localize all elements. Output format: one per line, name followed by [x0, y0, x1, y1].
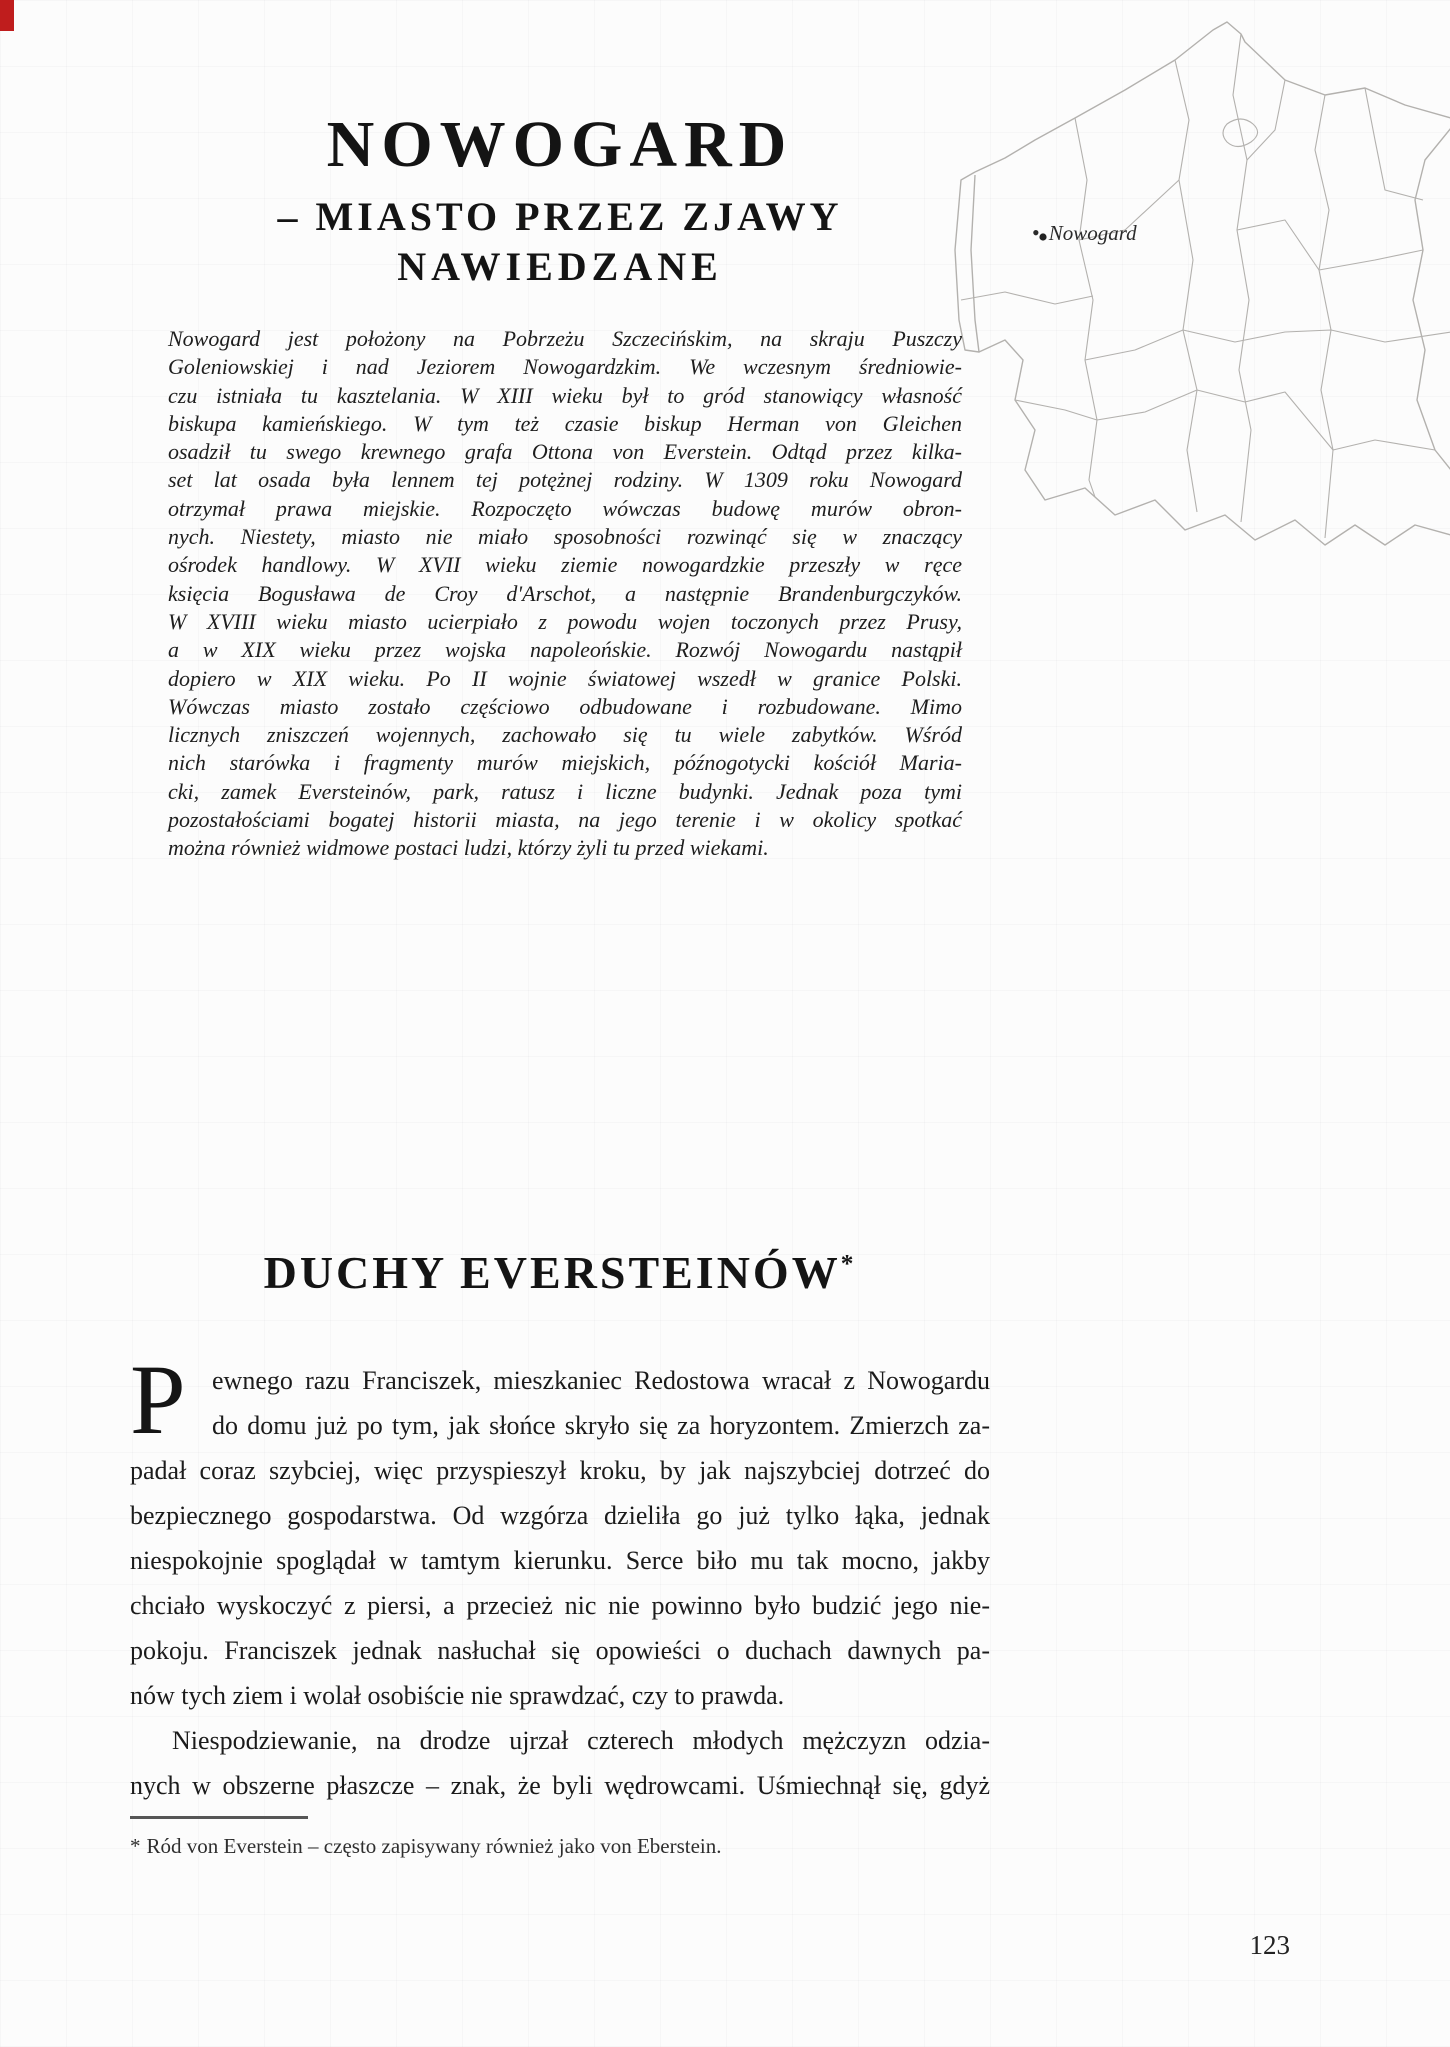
- footnote-marker: *: [130, 1834, 141, 1858]
- text-line: nich starówka i fragmenty murów miejskich, późnogotycki kościół Maria-: [168, 750, 962, 776]
- text-line: W XVIII wieku miasto ucierpiało z powodu wojen toczonych przez Prusy,: [168, 608, 962, 634]
- body-paragraph-2: [130, 1718, 990, 1808]
- text-line: otrzymał prawa miejskie. Rozpoczęto wówczas budowę murów obron-: [168, 495, 962, 521]
- text-line: dopiero w XIX wieku. Po II wojnie światowej wszedł w granice Polski.: [168, 665, 962, 691]
- text-line: biskupa kamieńskiego. W tym też czasie biskup Herman von Gleichen: [168, 410, 962, 436]
- text-line: pokoju. Franciszek jednak nasłuchał się opowieści o duchach dawnych pa-: [130, 1636, 990, 1665]
- text-line: do domu już po tym, jak słońce skryło się za horyzontem. Zmierzch za-: [212, 1411, 990, 1440]
- region-map-outline: [945, 0, 1450, 570]
- text-line: nych w obszerne płaszcze – znak, że byli wędrowcami. Uśmiechnął się, gdyż: [130, 1771, 990, 1800]
- text-line: chciało wyskoczyć z piersi, a przecież nic nie powinno było budzić jego nie-: [130, 1591, 990, 1620]
- text-line: Wówczas miasto zostało częściowo odbudowane i rozbudowane. Mimo: [168, 693, 962, 719]
- text-line: nych. Niestety, miasto nie miało sposobności rozwinąć się w znaczący: [168, 524, 962, 550]
- text-line: niespokojnie spoglądał w tamtym kierunku. Serce biło mu tak mocno, jakby: [130, 1546, 990, 1575]
- body-paragraph-1: [130, 1358, 990, 1718]
- footnote-divider: [130, 1816, 308, 1819]
- map-label-nowogard: [1032, 220, 1137, 246]
- text-line: a w XIX wieku przez wojska napoleońskie. Rozwój Nowogardu nastąpił: [168, 637, 962, 663]
- text-line: można również widmowe postaci ludzi, którzy żyli tu przed wiekami.: [168, 835, 769, 861]
- region-map: [945, 0, 1450, 570]
- text-line: Goleniowskiej i nad Jeziorem Nowogardzkim. We wczesnym średniowie-: [168, 354, 962, 380]
- text-line: Nowogard jest położony na Pobrzeżu Szczecińskim, na skraju Puszczy: [168, 326, 962, 351]
- text-line: pozostałościami bogatej historii miasta, na jego terenie i w okolicy spotkać: [168, 807, 962, 833]
- section-heading-text: DUCHY EVERSTEINÓW: [263, 1247, 841, 1298]
- text-line: bezpiecznego gospodarstwa. Od wzgórza dzieliła go już tylko łąka, jednak: [130, 1501, 990, 1530]
- map-label-text: Nowogard: [1048, 221, 1137, 245]
- footnote: [130, 1832, 990, 1860]
- text-line: osadził tu swego krewnego grafa Ottona von Everstein. Odtąd przez kilka-: [168, 439, 962, 465]
- chapter-title-block: [130, 110, 990, 290]
- chapter-subtitle-line2: NAWIEDZANE: [397, 244, 723, 289]
- text-line: set lat osada była lennem tej potężnej rodziny. W 1309 roku Nowogard: [168, 467, 962, 493]
- text-line: ośrodek handlowy. W XVII wieku ziemie nowogardzkie przeszły w ręce: [168, 552, 962, 578]
- footnote-text: Ród von Everstein – często zapisywany również jako von Eberstein.: [146, 1834, 722, 1858]
- red-corner-mark: [0, 0, 14, 31]
- location-dot-glyph: •: [1032, 220, 1040, 245]
- page-number: 123: [1249, 1930, 1290, 1960]
- text-line: padał coraz szybciej, więc przyspieszył kroku, by jak najszybciej dotrzeć do: [130, 1456, 990, 1485]
- drop-cap: P: [130, 1344, 186, 1455]
- intro-paragraph: [168, 325, 962, 863]
- text-line: licznych zniszczeń wojennych, zachowało się tu wiele zabytków. Wśród: [168, 722, 962, 748]
- chapter-subtitle-line1: – MIASTO PRZEZ ZJAWY: [277, 194, 843, 239]
- text-line: Niespodziewanie, na drodze ujrzał czterech młodych mężczyzn odzia-: [172, 1726, 990, 1755]
- chapter-title: NOWOGARD: [326, 108, 794, 181]
- text-line: księcia Bogusława de Croy d'Arschot, a następnie Brandenburgczyków.: [168, 580, 962, 606]
- text-line: czu istniała tu kasztelania. W XIII wieku był to gród stanowiący własność: [168, 382, 962, 408]
- footnote-reference-asterisk: *: [840, 1249, 857, 1278]
- text-line: nów tych ziem i wolał osobiście nie sprawdzać, czy to prawda.: [130, 1681, 785, 1710]
- section-heading: [130, 1246, 990, 1299]
- text-line: ewnego razu Franciszek, mieszkaniec Redostowa wracał z Nowogardu: [212, 1366, 990, 1395]
- text-line: cki, zamek Eversteinów, park, ratusz i liczne budynki. Jednak poza tymi: [168, 778, 962, 804]
